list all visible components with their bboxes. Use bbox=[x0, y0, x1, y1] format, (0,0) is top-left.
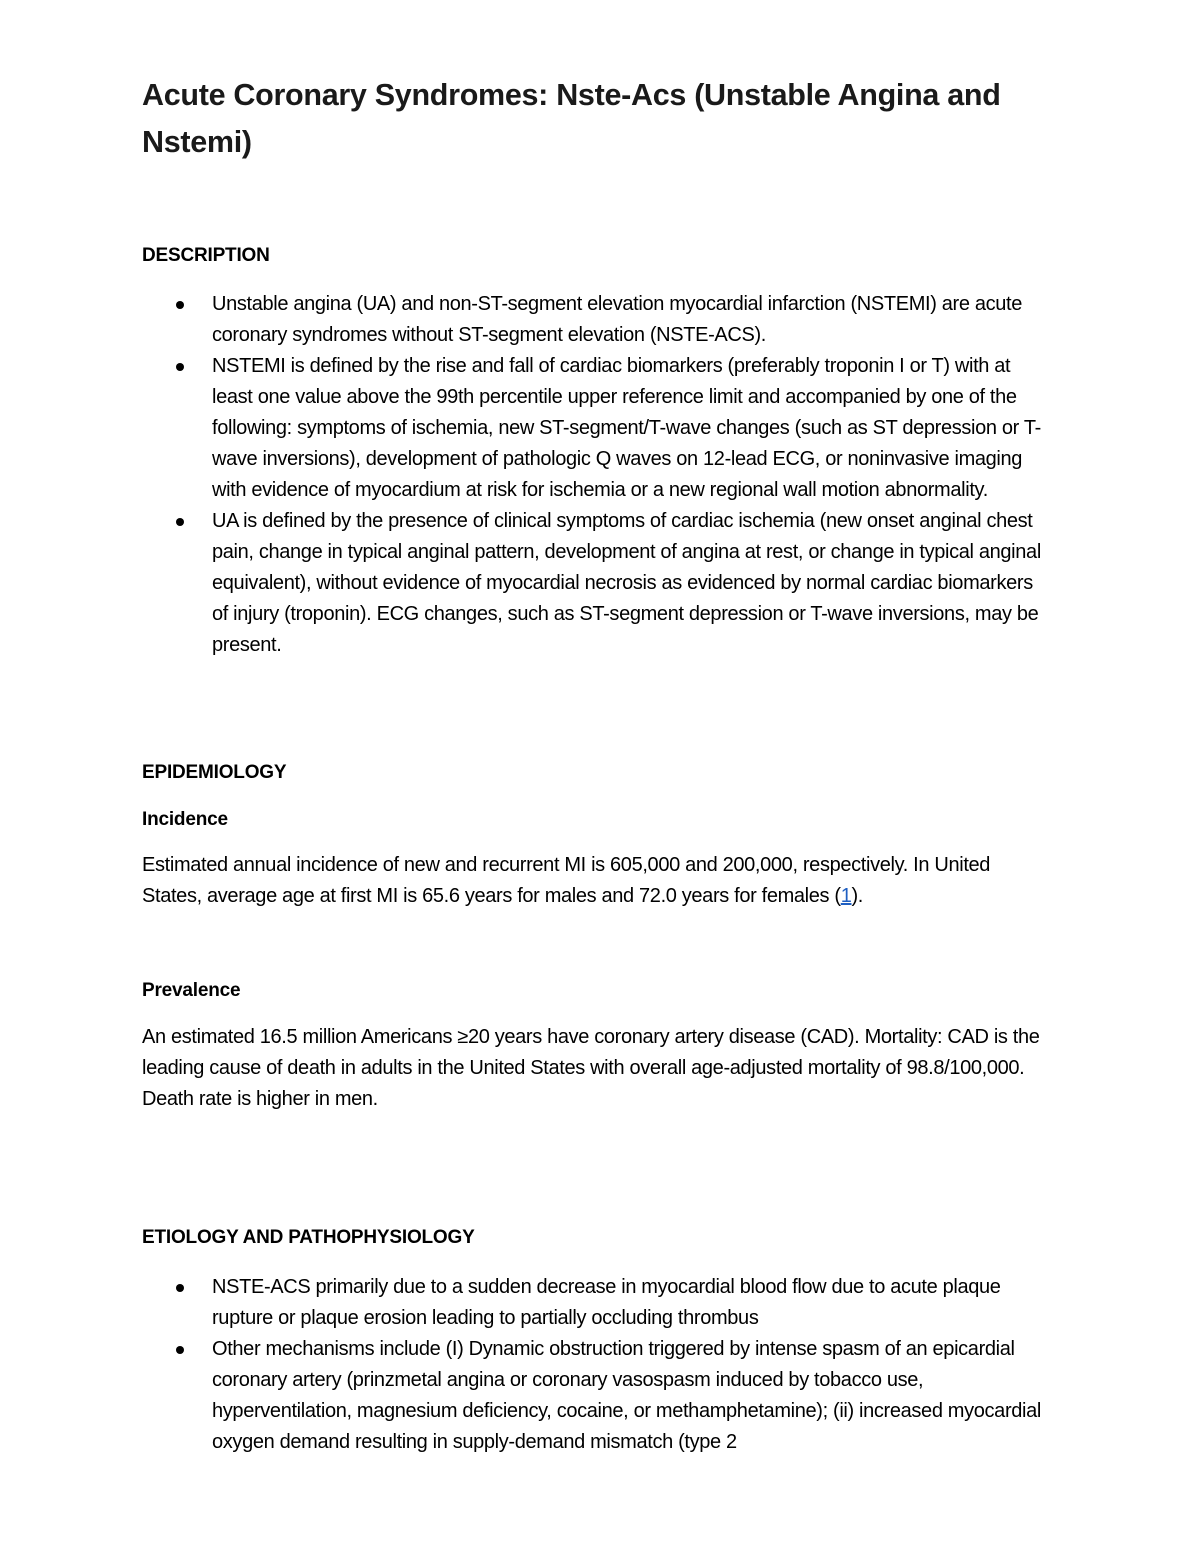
section-heading-epidemiology: EPIDEMIOLOGY bbox=[142, 762, 287, 783]
prevalence-paragraph: An estimated 16.5 million Americans ≥20 years have coronary artery disease (CAD). Mortality: CAD is the leading cause of death in adults in the United States with overall age-adjusted mortality of 98.8/100,000. Death rate is higher in men. bbox=[142, 1026, 1040, 1110]
bullet-text: Unstable angina (UA) and non-ST-segment elevation myocardial infarction (NSTEMI) are acute coronary syndromes without ST-segment elevation (NSTE-ACS). bbox=[212, 293, 1023, 346]
bullet-text: NSTE-ACS primarily due to a sudden decrease in myocardial blood flow due to acute plaque rupture or plaque erosion leading to partially occluding thrombus bbox=[212, 1276, 1001, 1329]
subheading-prevalence: Prevalence bbox=[142, 980, 241, 1001]
incidence-text-end: ). bbox=[851, 885, 864, 907]
list-item bbox=[142, 1272, 1052, 1334]
description-bullet-list bbox=[142, 289, 1052, 661]
bullet-text: Other mechanisms include (I) Dynamic obstruction triggered by intense spasm of an epicardial coronary artery (prinzmetal angina or coronary vasospasm induced by tobacco use, hyperventilation, magnesium deficiency, cocaine, or methamphetamine); (ii) increased myocardial oxygen demand resulting in supply-demand mismatch (type 2 bbox=[212, 1338, 1041, 1453]
document-title: Acute Coronary Syndromes: Nste-Acs (Unstable Angina and Nstemi) bbox=[142, 78, 1001, 159]
list-item bbox=[142, 1334, 1052, 1458]
subheading-incidence: Incidence bbox=[142, 809, 228, 830]
reference-link[interactable]: 1 bbox=[840, 885, 852, 907]
list-item bbox=[142, 289, 1052, 351]
etiology-bullet-list bbox=[142, 1272, 1052, 1458]
incidence-paragraph bbox=[142, 850, 1052, 912]
list-item bbox=[142, 506, 1052, 661]
incidence-text: Estimated annual incidence of new and recurrent MI is 605,000 and 200,000, respectively. In United States, average age at first MI is 65.6 years for males and 72.0 years for females ( bbox=[142, 854, 991, 907]
bullet-icon bbox=[176, 301, 184, 309]
bullet-icon bbox=[176, 518, 184, 526]
list-item bbox=[142, 351, 1052, 506]
bullet-text: NSTEMI is defined by the rise and fall of cardiac biomarkers (preferably troponin I or T) with at least one value above the 99th percentile upper reference limit and accompanied by one of the following: symptoms of ischemia, new ST-segment/T-wave changes (such as ST depression or T-wave inversions), development of pathologic Q waves on 12-lead ECG, or noninvasive imaging with evidence of myocardium at risk for ischemia or a new regional wall motion abnormality. bbox=[212, 355, 1041, 501]
section-heading-description: DESCRIPTION bbox=[142, 245, 270, 266]
bullet-icon bbox=[176, 1284, 184, 1292]
bullet-text: UA is defined by the presence of clinical symptoms of cardiac ischemia (new onset anginal chest pain, change in typical anginal pattern, development of angina at rest, or change in typical anginal equivalent), without evidence of myocardial necrosis as evidenced by normal cardiac biomarkers of injury (troponin). ECG changes, such as ST-segment depression or T-wave inversions, may be present. bbox=[212, 510, 1041, 656]
section-heading-etiology: ETIOLOGY AND PATHOPHYSIOLOGY bbox=[142, 1227, 475, 1248]
bullet-icon bbox=[176, 1346, 184, 1354]
bullet-icon bbox=[176, 363, 184, 371]
